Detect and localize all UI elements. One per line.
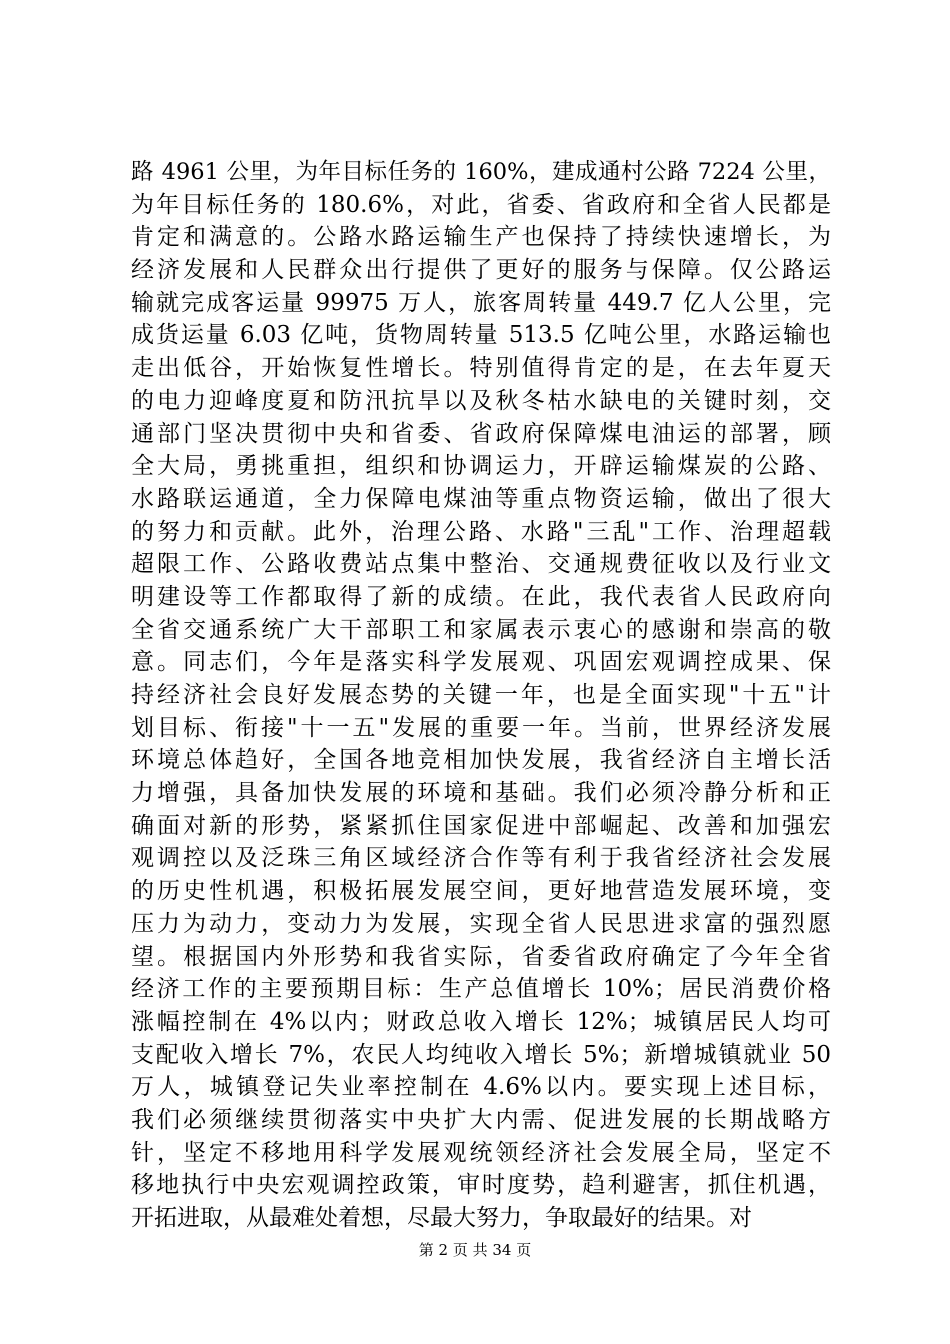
- text-line: 走出低谷，开始恢复性增长。特别值得肯定的是，在去年夏天: [131, 355, 831, 382]
- text-line: 的努力和贡献。此外，治理公路、水路"三乱"工作、治理超载: [131, 518, 831, 545]
- text-line: 支配收入增长 7%，农民人均纯收入增长 5%；新增城镇就业 50: [131, 1041, 831, 1068]
- text-line: 为年目标任务的 180.6%，对此，省委、省政府和全省人民都是: [131, 191, 831, 218]
- text-line: 输就完成客运量 99975 万人，旅客周转量 449.7 亿人公里，完: [131, 289, 831, 316]
- text-line: 万人，城镇登记失业率控制在 4.6%以内。要实现上述目标，: [131, 1074, 831, 1101]
- text-line: 力增强，具备加快发展的环境和基础。我们必须冷静分析和正: [131, 780, 831, 807]
- text-line: 的电力迎峰度夏和防汛抗旱以及秋冬枯水缺电的关键时刻，交: [131, 387, 831, 414]
- text-line: 明建设等工作都取得了新的成绩。在此，我代表省人民政府向: [131, 583, 831, 610]
- text-line: 经济发展和人民群众出行提供了更好的服务与保障。仅公路运: [131, 257, 831, 284]
- text-line: 水路联运通道，全力保障电煤油等重点物资运输，做出了很大: [131, 485, 831, 512]
- text-line: 针，坚定不移地用科学发展观统领经济社会发展全局，坚定不: [131, 1139, 831, 1166]
- text-line: 我们必须继续贯彻落实中央扩大内需、促进发展的长期战略方: [131, 1106, 831, 1133]
- text-line: 超限工作、公路收费站点集中整治、交通规费征收以及行业文: [131, 551, 831, 578]
- text-line: 持经济社会良好发展态势的关键一年，也是全面实现"十五"计: [131, 682, 831, 708]
- text-line: 开拓进取，从最难处着想，尽最大努力，争取最好的结果。对: [131, 1205, 752, 1231]
- text-line: 确面对新的形势，紧紧抓住国家促进中部崛起、改善和加强宏: [131, 812, 831, 839]
- text-line: 移地执行中央宏观调控政策，审时度势，趋利避害，抓住机遇，: [131, 1172, 831, 1199]
- text-line: 全省交通系统广大干部职工和家属表示衷心的感谢和崇高的敬: [131, 616, 831, 643]
- text-line: 成货运量 6.03 亿吨，货物周转量 513.5 亿吨公里，水路运输也: [131, 322, 831, 349]
- text-line: 望。根据国内外形势和我省实际，省委省政府确定了今年全省: [131, 943, 831, 970]
- text-line: 经济工作的主要预期目标：生产总值增长 10%；居民消费价格: [131, 976, 831, 1003]
- text-line: 环境总体趋好，全国各地竞相加快发展，我省经济自主增长活: [131, 747, 831, 774]
- text-line: 全大局，勇挑重担，组织和协调运力，开辟运输煤炭的公路、: [131, 453, 831, 480]
- text-line: 路 4961 公里，为年目标任务的 160%，建成通村公路 7224 公里，: [131, 159, 831, 185]
- text-line: 观调控以及泛珠三角区域经济合作等有利于我省经济社会发展: [131, 845, 831, 872]
- text-line: 的历史性机遇，积极拓展发展空间，更好地营造发展环境，变: [131, 878, 831, 905]
- body-paragraph: [131, 156, 831, 1235]
- text-line: 意。同志们，今年是落实科学发展观、巩固宏观调控成果、保: [131, 649, 831, 676]
- text-line: 压力为动力，变动力为发展，实现全省人民思进求富的强烈愿: [131, 910, 831, 937]
- page-footer: 第 2 页 共 34 页: [418, 1241, 532, 1259]
- text-line: 涨幅控制在 4%以内；财政总收入增长 12%；城镇居民人均可: [131, 1008, 831, 1035]
- text-line: 肯定和满意的。公路水路运输生产也保持了持续快速增长，为: [131, 224, 831, 251]
- text-line: 通部门坚决贯彻中央和省委、省政府保障煤电油运的部署，顾: [131, 420, 831, 447]
- text-line: 划目标、衔接"十一五"发展的重要一年。当前，世界经济发展: [131, 714, 831, 741]
